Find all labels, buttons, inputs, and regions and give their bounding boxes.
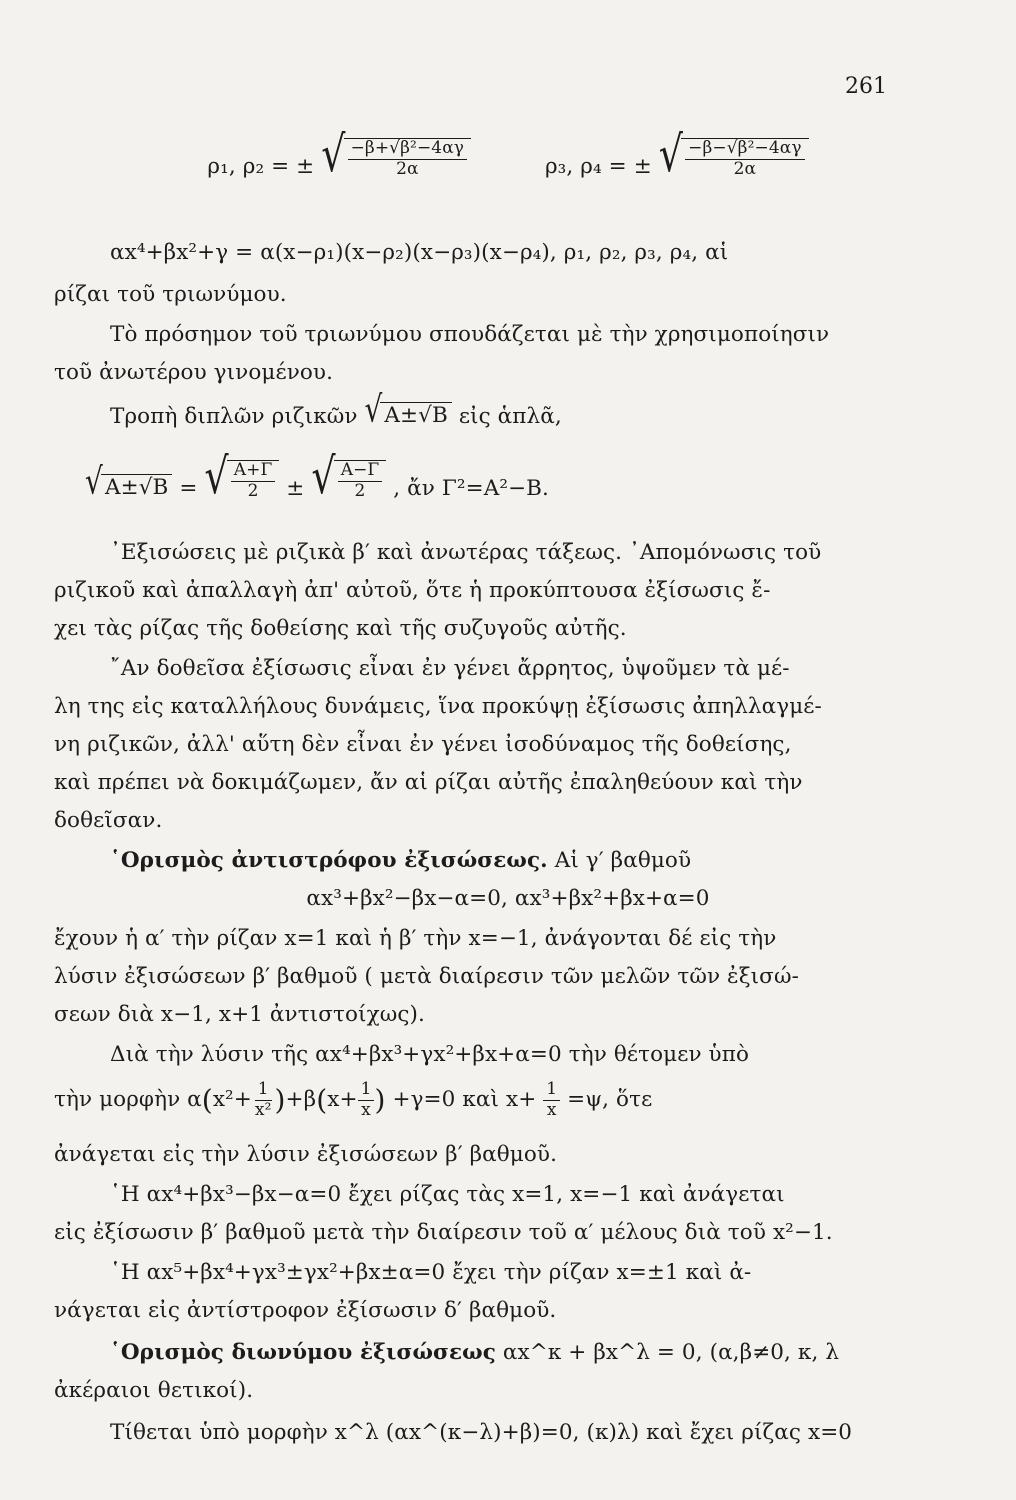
frac-numerator: 1	[255, 1080, 272, 1101]
roots-lhs-1: ρ₁, ρ₂ = ±	[207, 154, 315, 180]
text-line: χει τὰς ρίζας τῆς δοθείσης καὶ τῆς συζυγοῦς αὐτῆς.	[54, 616, 627, 641]
paren-open: (	[201, 1083, 213, 1117]
radical-sign-icon: √	[204, 447, 229, 505]
text-line: ἀκέραιοι θετικοί).	[54, 1378, 254, 1403]
frac-denominator: 2	[354, 480, 366, 501]
text-line: ρίζαι τοῦ τριωνύμου.	[54, 282, 287, 307]
radical-sign-icon: √	[364, 387, 383, 431]
text-line: ῾Η αx⁴+βx³−βx−α=0 ἔχει ρίζας τὰς x=1, x=−1 καὶ ἀνάγεται	[110, 1182, 785, 1207]
text-line: λύσιν ἐξισώσεων β′ βαθμοῦ ( μετὰ διαίρεσιν τῶν μελῶν τῶν ἐξισώ-	[54, 964, 799, 989]
page-number: 261	[845, 74, 887, 99]
radicand: A±√B	[380, 402, 451, 428]
definition-heading: ῾Ορισμὸς διωνύμου ἐξισώσεως	[110, 1340, 496, 1365]
text-line: νη ριζικῶν, ἀλλ' αὕτη δὲν εἶναι ἐν γένει ἰσοδύναμος τῆς δοθείσης,	[54, 732, 792, 757]
text-span: x+	[327, 1087, 358, 1113]
definition-heading: ῾Ορισμὸς ἀντιστρόφου ἐξισώσεως.	[110, 848, 548, 873]
text-line: ῎Αν δοθεῖσα ἐξίσωσις εἶναι ἐν γένει ἄρρητος, ὑψοῦμεν τὰ μέ-	[110, 656, 790, 681]
text-line: ᾿Εξισώσεις μὲ ριζικὰ β′ καὶ ἀνωτέρας τάξεως. ᾿Απομόνωσις τοῦ	[110, 540, 822, 565]
text-span: εἰς ἁπλᾶ,	[458, 404, 562, 429]
text-span: +γ=0 καὶ x+	[392, 1087, 537, 1113]
frac-numerator: 1	[543, 1080, 560, 1101]
text-line: καὶ πρέπει νὰ δοκιμάζωμεν, ἄν αἱ ρίζαι αὐτῆς ἐπαληθεύουν καὶ τὴν	[54, 770, 803, 795]
radical-sign-icon: √	[311, 447, 336, 505]
double-radical-line	[110, 387, 562, 431]
radical-5	[204, 447, 279, 505]
radical-4	[85, 459, 172, 503]
text-span: +β	[285, 1087, 317, 1113]
frac1-denominator: 2α	[396, 158, 419, 179]
frac-denominator: x²	[254, 1099, 272, 1120]
radical-2	[658, 125, 809, 183]
double-radical-formula	[85, 447, 549, 505]
text-line: τοῦ ἀνωτέρου γινομένου.	[54, 360, 334, 385]
paren-open: (	[316, 1083, 328, 1117]
text-span: x²+	[212, 1087, 252, 1113]
text-line: Τίθεται ὑπὸ μορφὴν x^λ (αx^(κ−λ)+β)=0, (κ)λ) καὶ ἔχει ρίζας x=0	[110, 1420, 853, 1445]
text-line: λη της εἰς καταλλήλους δυνάμεις, ἵνα προκύψῃ ἐξίσωσις ἀπηλλαγμέ-	[54, 694, 822, 719]
equation-line: αx³+βx²−βx−α=0, αx³+βx²+βx+α=0	[306, 886, 710, 911]
frac2-denominator: 2α	[733, 158, 757, 179]
text-span: αx^κ + βx^λ = 0, (α,β≠0, κ, λ	[495, 1340, 840, 1365]
text-line: Διὰ τὴν λύσιν τῆς αx⁴+βx³+γx²+βx+α=0 τὴν θέτομεν ὑπὸ	[110, 1042, 749, 1067]
text-line: αx⁴+βx²+γ = α(x−ρ₁)(x−ρ₂)(x−ρ₃)(x−ρ₄), ρ₁, ρ₂, ρ₃, ρ₄, αἱ	[110, 240, 729, 265]
text-line: ῾Η αx⁵+βx⁴+γx³±γx²+βx±α=0 ἔχει τὴν ρίζαν x=±1 καὶ ἀ-	[110, 1260, 752, 1285]
frac-numerator: 1	[358, 1080, 375, 1101]
equals-sign: =	[179, 476, 198, 502]
text-span: Αἱ γ′ βαθμοῦ	[547, 848, 692, 873]
definition-line-2	[110, 1340, 839, 1365]
frac-numerator: A+Γ	[231, 461, 276, 482]
frac-denominator: x	[361, 1099, 371, 1120]
radical-sign-icon: √	[85, 459, 103, 503]
frac-denominator: x	[546, 1099, 557, 1120]
text-line: Τὸ πρόσημον τοῦ τριωνύμου σπουδάζεται μὲ τὴν χρησιμοποίησιν	[110, 322, 830, 347]
text-line: σεων διὰ x−1, x+1 ἀντιστοίχως).	[54, 1002, 425, 1027]
radical-3	[364, 387, 451, 431]
text-line: ἀνάγεται εἰς τὴν λύσιν ἐξισώσεων β′ βαθμοῦ.	[54, 1142, 558, 1167]
frac2-numerator: −β−√β²−4αγ	[685, 139, 805, 160]
radical-6	[311, 447, 386, 505]
frac-numerator: A−Γ	[338, 461, 383, 482]
frac-denominator: 2	[247, 480, 259, 501]
roots-lhs-2: ρ₃, ρ₄ = ±	[544, 154, 652, 180]
radicand: A±√B	[101, 474, 172, 500]
reciprocal-form-line	[54, 1080, 652, 1120]
text-line: νάγεται εἰς ἀντίστροφον ἐξίσωσιν δ′ βαθμοῦ.	[54, 1298, 557, 1323]
roots-formula	[0, 125, 1016, 183]
plus-minus-sign: ±	[286, 476, 305, 502]
definition-line-1	[110, 848, 691, 873]
text-span: τὴν μορφὴν α	[54, 1087, 202, 1113]
radical-1	[321, 125, 471, 183]
frac1-numerator: −β+√β²−4αγ	[348, 139, 468, 160]
text-line: ριζικοῦ καὶ ἀπαλλαγὴ ἀπ' αὐτοῦ, ὅτε ἡ προκύπτουσα ἐξίσωσις ἔ-	[54, 578, 771, 603]
paren-close: )	[374, 1083, 386, 1117]
radical-sign-icon: √	[321, 125, 346, 183]
paren-close: )	[274, 1083, 286, 1117]
text-line: δοθεῖσαν.	[54, 808, 163, 833]
text-span: Τροπὴ διπλῶν ριζικῶν	[110, 404, 358, 429]
text-line: εἰς ἐξίσωσιν β′ βαθμοῦ μετὰ τὴν διαίρεσιν τοῦ α′ μέλους διὰ τοῦ x²−1.	[54, 1220, 833, 1245]
text-span: =ψ, ὅτε	[567, 1087, 653, 1113]
text-line: ἔχουν ἡ α′ τὴν ρίζαν x=1 καὶ ἡ β′ τὴν x=−1, ἀνάγονται δέ εἰς τὴν	[54, 926, 777, 951]
radical-sign-icon: √	[658, 125, 684, 183]
text-span: , ἄν Γ²=A²−B.	[393, 476, 549, 502]
